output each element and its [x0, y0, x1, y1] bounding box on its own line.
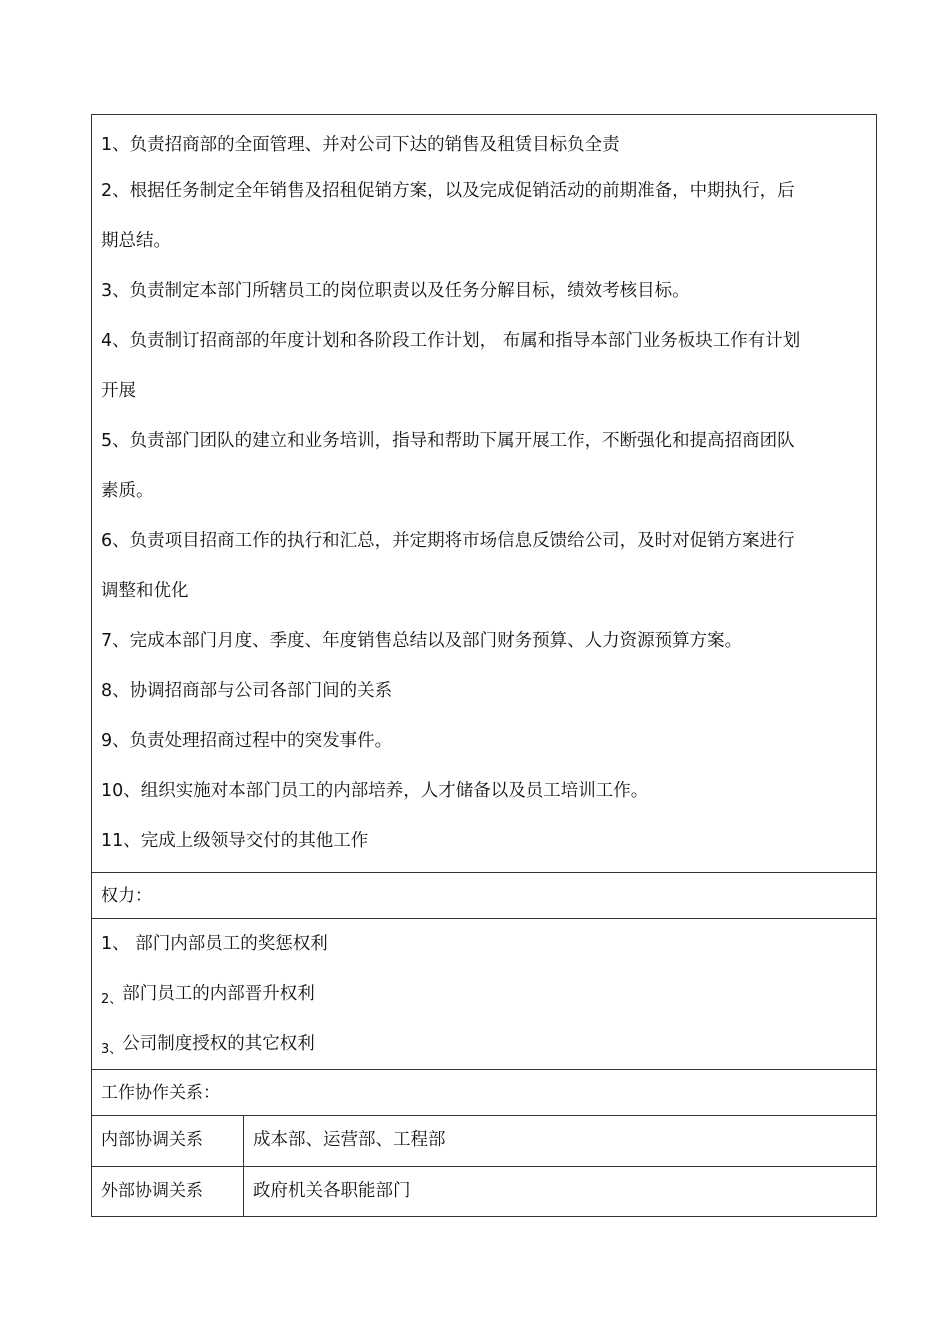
duty-line: 8、协调招商部与公司各部门间的关系: [101, 681, 393, 701]
duty-line: 9、负责处理招商过程中的突发事件。: [101, 731, 393, 751]
duty-line: 1、负责招商部的全面管理、并对公司下达的销售及租赁目标负全责: [101, 135, 620, 155]
power-text: 公司制度授权的其它权利: [122, 1034, 315, 1054]
relation-row-external: [92, 1166, 876, 1216]
relations-section: [92, 1116, 876, 1216]
relation-value: 成本部、运营部、工程部: [253, 1130, 446, 1150]
duty-line: 2、根据任务制定全年销售及招租促销方案，以及完成促销活动的前期准备，中期执行，后: [101, 181, 795, 201]
duty-line: 4、负责制订招商部的年度计划和各阶段工作计划， 布属和指导本部门业务板块工作有计划: [101, 331, 801, 351]
duty-line: 6、负责项目招商工作的执行和汇总，并定期将市场信息反馈给公司，及时对促销方案进行: [101, 531, 795, 551]
duty-line: 10、组织实施对本部门员工的内部培养，人才储备以及员工培训工作。: [101, 781, 649, 801]
power-item: [101, 919, 867, 969]
powers-label: 权力：: [92, 873, 876, 919]
power-number: 3、: [101, 1042, 123, 1057]
relation-label: 外部协调关系: [92, 1167, 244, 1216]
relation-row-internal: [92, 1116, 876, 1166]
duty-line: 素质。: [101, 481, 154, 501]
duty-line: 3、负责制定本部门所辖员工的岗位职责以及任务分解目标，绩效考核目标。: [101, 281, 690, 301]
relation-value: 政府机关各职能部门: [253, 1181, 411, 1201]
duty-line: 11、完成上级领导交付的其他工作: [101, 831, 369, 851]
relations-label: 工作协作关系：: [92, 1070, 876, 1116]
power-number: 2、: [101, 992, 123, 1007]
duty-line: 7、完成本部门月度、季度、年度销售总结以及部门财务预算、人力资源预算方案。: [101, 631, 743, 651]
duties-section: [92, 115, 876, 873]
duty-line: 期总结。: [101, 231, 171, 251]
power-item: [101, 969, 867, 1019]
power-number: 1、: [101, 934, 130, 954]
duty-line: 5、负责部门团队的建立和业务培训，指导和帮助下属开展工作，不断强化和提高招商团队: [101, 431, 795, 451]
power-text: 部门员工的内部晋升权利: [122, 984, 315, 1004]
power-text: 部门内部员工的奖惩权利: [129, 934, 328, 954]
powers-section: [92, 919, 876, 1070]
relation-label: 内部协调关系: [92, 1116, 244, 1166]
power-item: [101, 1019, 867, 1069]
duty-line: 调整和优化: [101, 581, 189, 601]
job-description-table: [91, 114, 877, 1217]
duty-line: 开展: [101, 381, 136, 401]
